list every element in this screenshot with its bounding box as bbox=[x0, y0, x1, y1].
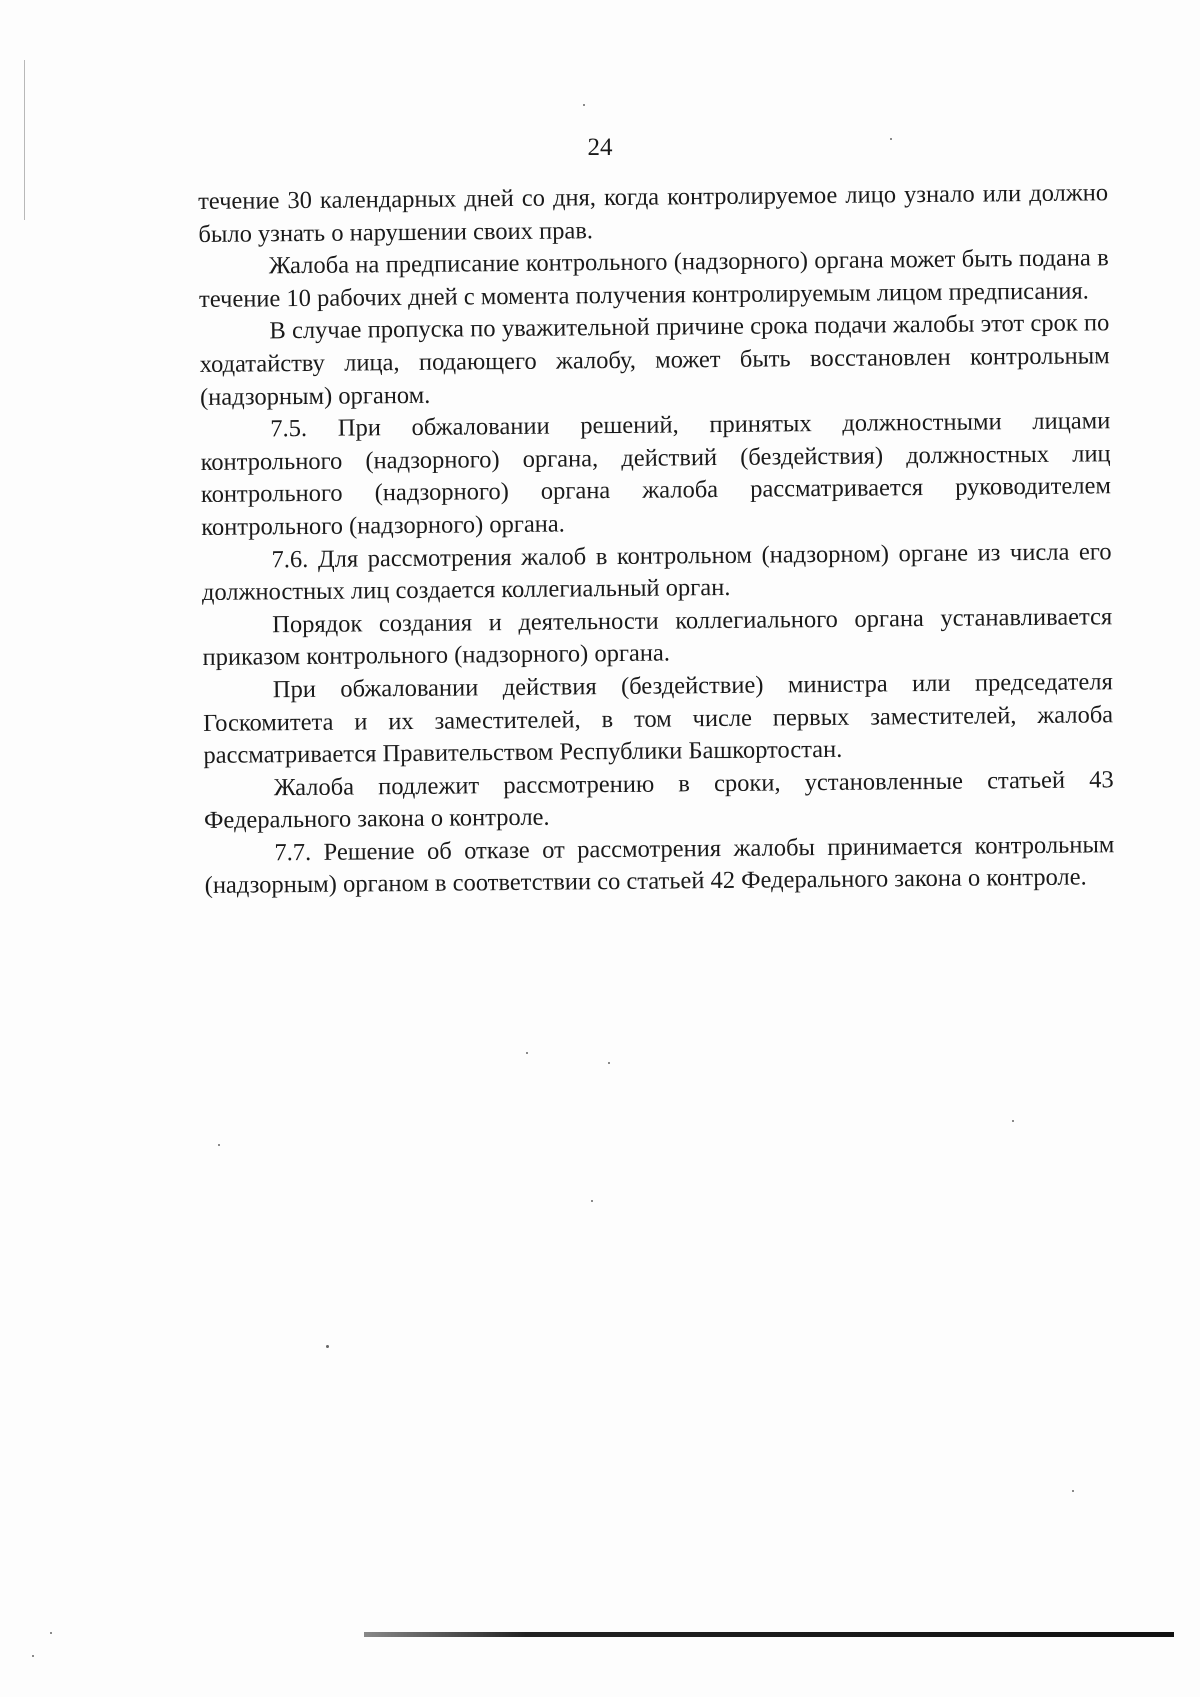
paragraph-prescription-complaint: Жалоба на предписание контрольного (надзорного) органа может быть подана в течение 10 рабочих дней с момента получения контролируемым лицом предписания. bbox=[198, 244, 1109, 313]
scan-speck bbox=[218, 1144, 220, 1146]
scan-speck bbox=[1072, 1490, 1074, 1492]
scan-speck bbox=[890, 138, 892, 140]
scan-speck bbox=[32, 1655, 34, 1657]
scan-speck bbox=[50, 1632, 52, 1634]
paragraph-deadline-restoration: В случае пропуска по уважительной причине срока подачи жалобы этот срок по ходатайству лица, подающего жалобу, может быть восстановлен контрольным (надзорным) органом. bbox=[199, 309, 1110, 411]
paragraph-continuation: течение 30 календарных дней со дня, когда контролируемое лицо узнало или должно было узнать о нарушении своих прав. bbox=[198, 179, 1109, 248]
scan-speck bbox=[526, 1052, 528, 1054]
scan-speck bbox=[591, 1200, 593, 1202]
scan-speck bbox=[608, 1062, 610, 1064]
paragraph-minister-appeal: При обжаловании действия (бездействие) министра или председателя Госкомитета и их заместителей, в том числе первых заместителей, жалоба рассматривается Правительством Республики Башкортостан. bbox=[203, 668, 1114, 770]
paragraph-7-7: 7.7. Решение об отказе от рассмотрения жалобы принимается контрольным (надзорным) органом в соответствии со статьей 42 Федерального закона о контроле. bbox=[204, 831, 1115, 900]
paragraph-collegial-body-order: Порядок создания и деятельности коллегиального органа устанавливается приказом контрольного (надзорного) органа. bbox=[202, 602, 1113, 672]
paragraph-review-terms: Жалоба подлежит рассмотрению в сроки, установленные статьей 43 Федерального закона о контроле. bbox=[203, 765, 1114, 835]
page-number: 24 bbox=[587, 134, 613, 161]
scan-speck bbox=[583, 104, 585, 106]
paragraph-7-5: 7.5. При обжаловании решений, принятых должностными лицами контрольного (надзорного) органа, действий (бездействия) должностных лиц контрольного (надзорного) органа жалоба рассматривается руководителем контрольного (надзорного) органа. bbox=[200, 407, 1112, 541]
scan-speck bbox=[1012, 1120, 1014, 1122]
bottom-rule-line bbox=[364, 1632, 1174, 1637]
paragraph-7-6: 7.6. Для рассмотрения жалоб в контрольном (надзорном) органе из числа его должностных лиц создается коллегиальный орган. bbox=[201, 537, 1112, 607]
document-body bbox=[198, 177, 1115, 903]
scan-speck bbox=[326, 1345, 329, 1348]
